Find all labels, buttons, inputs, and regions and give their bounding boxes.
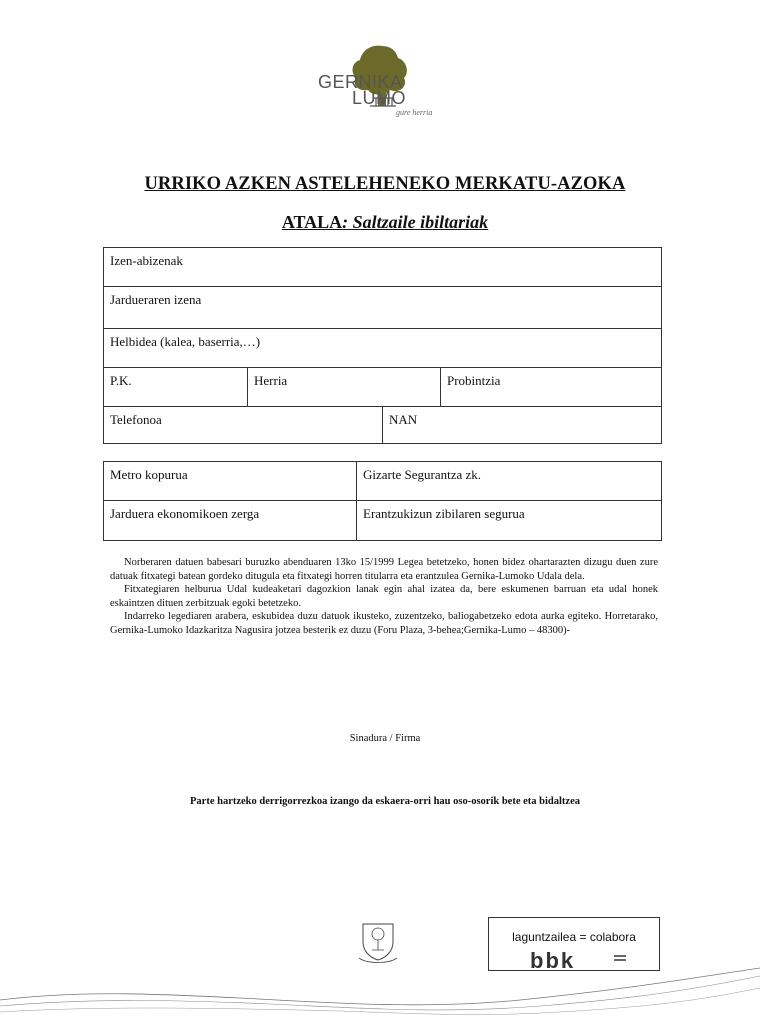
mandatory-notice: Parte hartzeko derrigorrezkoa izango da eskaera-orri hau oso-osorik bete eta bidaltzea [190, 796, 580, 807]
legal-paragraph-2: Fitxategiaren helburua Udal kudeaketari dagozkion lanak egin ahal izatea da, bere eskumenen barruan eta udal honek eskaintzen dituen zerbitzuak egoki betetzeko. [110, 584, 658, 609]
form-row-business-2 [104, 501, 661, 540]
page-title: URRIKO AZKEN ASTELEHENEKO MERKATU-AZOKA [144, 174, 626, 194]
id-label: NAN [389, 412, 418, 427]
phone-label: Telefonoa [110, 412, 162, 427]
form-row-activity [104, 287, 661, 329]
decorative-waves [0, 960, 770, 1024]
form-row-business-1 [104, 462, 661, 501]
form-row-contact [104, 407, 661, 443]
form-row-location [104, 368, 661, 407]
sponsor-text: laguntzailea = colabora [512, 930, 636, 944]
bbk-logo-text: bbk [530, 950, 576, 972]
social-security-field[interactable] [356, 462, 661, 500]
meters-field[interactable] [104, 462, 356, 500]
activity-field[interactable] [104, 287, 661, 328]
legal-paragraph-1: Norberaren datuen babesari buruzko abenduaren 13ko 15/1999 Legea betetzeko, honen bidez ohartarazten dizugu duen zure datuak fitxategi batean gordeko ditugula eta fitxategi horren titularra eta erantzulea Gernika-Lumoko Udala dela. [110, 557, 658, 582]
province-field[interactable] [440, 368, 661, 406]
municipal-crest-icon [355, 920, 401, 964]
tax-field[interactable] [104, 501, 356, 540]
logo-word-gernika: GERNIKA [318, 72, 403, 92]
legal-paragraph-3: Indarreko legediaren arabera, eskubidea duzu datuok ikusteko, zuzentzeko, baliogabetzeko edota aurka egiteko. Horretarako, Gernika-Lumoko Idazkaritza Nagusira jotzea besterik ez duzu (Foru Plaza, 3-behea;Gernika-Lumo – 48300)- [110, 611, 658, 636]
signature-label: Sinadura / Firma [349, 733, 421, 744]
address-label: Helbidea (kalea, baserria,…) [110, 334, 261, 349]
insurance-field[interactable] [356, 501, 661, 540]
social-security-label: Gizarte Segurantza zk. [363, 467, 482, 482]
name-label: Izen-abizenak [110, 253, 183, 268]
phone-field[interactable] [104, 407, 382, 443]
form-row-address [104, 329, 661, 368]
applicant-form [103, 247, 662, 444]
town-field[interactable] [247, 368, 441, 406]
section-title-prefix: ATALA [281, 212, 343, 232]
tax-label: Jarduera ekonomikoen zerga [110, 506, 260, 521]
data-protection-notice [110, 556, 658, 637]
section-title-colon: : [342, 212, 349, 232]
business-form [103, 461, 662, 541]
logo-tagline: gure herria [396, 108, 433, 117]
form-row-name [104, 248, 661, 287]
postal-code-field[interactable] [104, 368, 247, 406]
section-title [0, 212, 770, 233]
meters-label: Metro kopurua [110, 467, 188, 482]
section-title-suffix: Saltzaile ibiltariak [348, 212, 489, 232]
address-field[interactable] [104, 329, 661, 367]
postal-code-label: P.K. [110, 373, 132, 388]
name-field[interactable] [104, 248, 661, 286]
insurance-label: Erantzukizun zibilaren segurua [363, 506, 525, 521]
province-label: Probintzia [447, 373, 501, 388]
logo-word-lumo: LUMO [352, 88, 407, 108]
activity-label: Jardueraren izena [110, 292, 202, 307]
town-label: Herria [254, 373, 288, 388]
id-field[interactable] [382, 407, 661, 443]
